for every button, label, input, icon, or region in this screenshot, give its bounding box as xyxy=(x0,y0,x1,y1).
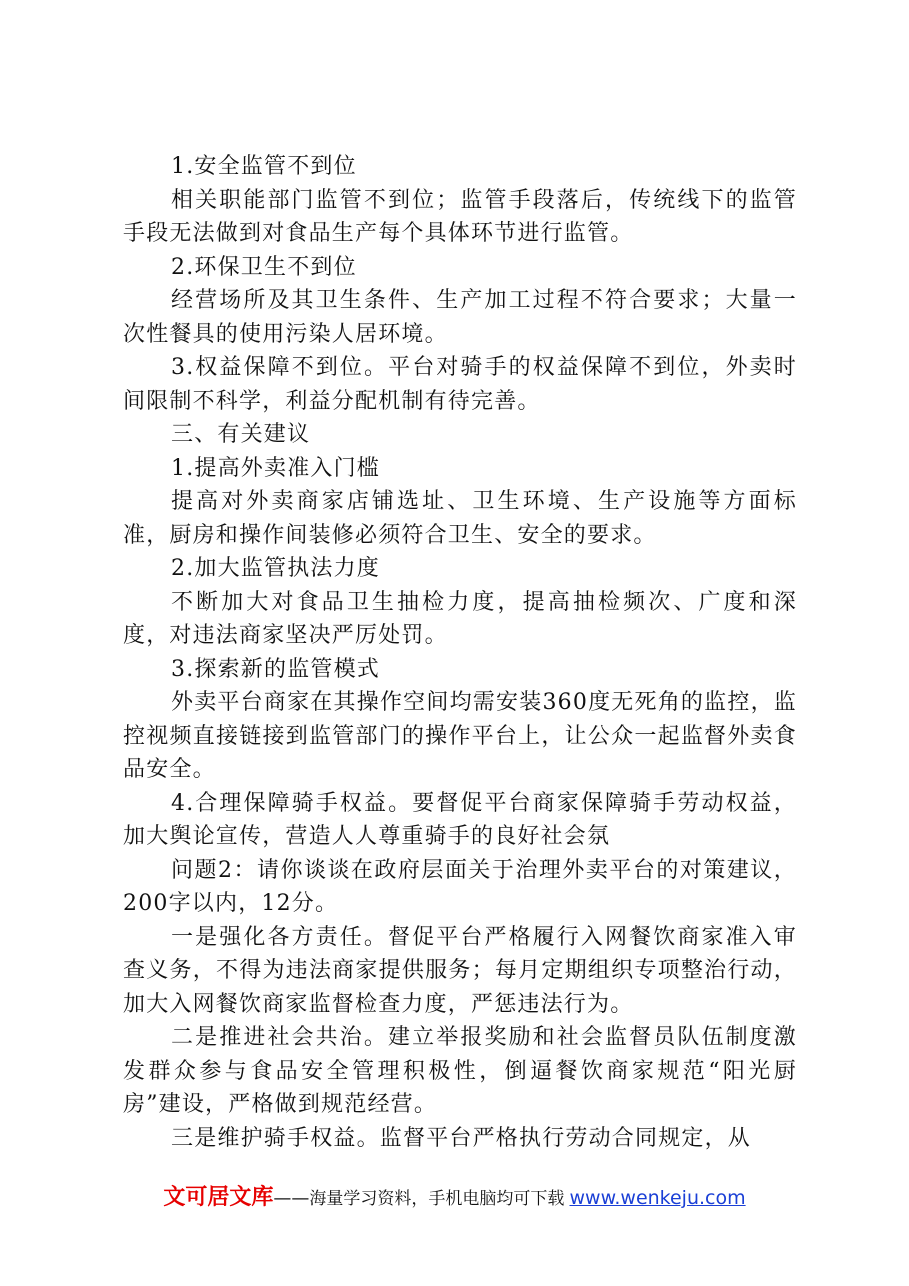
heading-1-safety-supervision: 1.安全监管不到位 xyxy=(171,154,357,179)
paragraph-enforcement: 不断加大对食品卫生抽检力度，提高抽检频次、广度和深度，对违法商家坚决严厉处罚。 xyxy=(123,589,797,648)
footer-dash: —— xyxy=(273,1188,310,1209)
paragraph-raise-entry-threshold: 提高对外卖商家店铺选址、卫生环境、生产设施等方面标准，厨房和操作间装修必须符合卫生、安全的要求。 xyxy=(123,489,797,548)
answer-point-1: 一是强化各方责任。督促平台严格履行入网餐饮商家准入审查义务，不得为违法商家提供服务；每月定期组织专项整治行动，加大入网餐饮商家监督检查力度，严惩违法行为。 xyxy=(123,924,797,1017)
document-body xyxy=(123,150,797,1155)
section-heading-suggestions: 三、有关建议 xyxy=(171,422,311,447)
heading-raise-entry-threshold: 1.提高外卖准入门槛 xyxy=(171,455,380,481)
paragraph-safety-supervision: 相关职能部门监管不到位；监管手段落后，传统线下的监管手段无法做到对食品生产每个具体环节进行监管。 xyxy=(123,187,797,246)
question-2: 问题2：请你谈谈在政府层面关于治理外卖平台的对策建议，200字以内，12分。 xyxy=(123,857,797,916)
heading-enforcement: 2.加大监管执法力度 xyxy=(171,556,380,581)
paragraph-protect-rider-rights: 4.合理保障骑手权益。要督促平台商家保障骑手劳动权益，加大舆论宣传，营造人人尊重骑手的良好社会氛 xyxy=(123,790,797,849)
footer-link[interactable]: www.wenkeju.com xyxy=(569,1187,746,1209)
paragraph-rider-rights-issue: 3.权益保障不到位。平台对骑手的权益保障不到位，外卖时间限制不科学，利益分配机制有待完善。 xyxy=(123,355,797,414)
heading-new-supervision-mode: 3.探索新的监管模式 xyxy=(171,656,380,682)
heading-2-environment-hygiene: 2.环保卫生不到位 xyxy=(171,254,357,280)
footer-banner xyxy=(0,1180,909,1211)
paragraph-environment-hygiene: 经营场所及其卫生条件、生产加工过程不符合要求；大量一次性餐具的使用污染人居环境。 xyxy=(123,288,797,347)
paragraph-new-supervision-mode: 外卖平台商家在其操作空间均需安装360度无死角的监控，监控视频直接链接到监管部门的操作平台上，让公众一起监督外卖食品安全。 xyxy=(123,690,797,782)
answer-point-3: 三是维护骑手权益。监督平台严格执行劳动合同规定，从 xyxy=(171,1125,752,1151)
footer-brand: 文可居文库 xyxy=(163,1185,274,1210)
footer-slogan: 海量学习资料，手机电脑均可下载 xyxy=(309,1189,565,1209)
answer-point-2: 二是推进社会共治。建立举报奖励和社会监督员队伍制度激发群众参与食品安全管理积极性，倒逼餐饮商家规范“阳光厨房”建设，严格做到规范经营。 xyxy=(123,1025,797,1117)
